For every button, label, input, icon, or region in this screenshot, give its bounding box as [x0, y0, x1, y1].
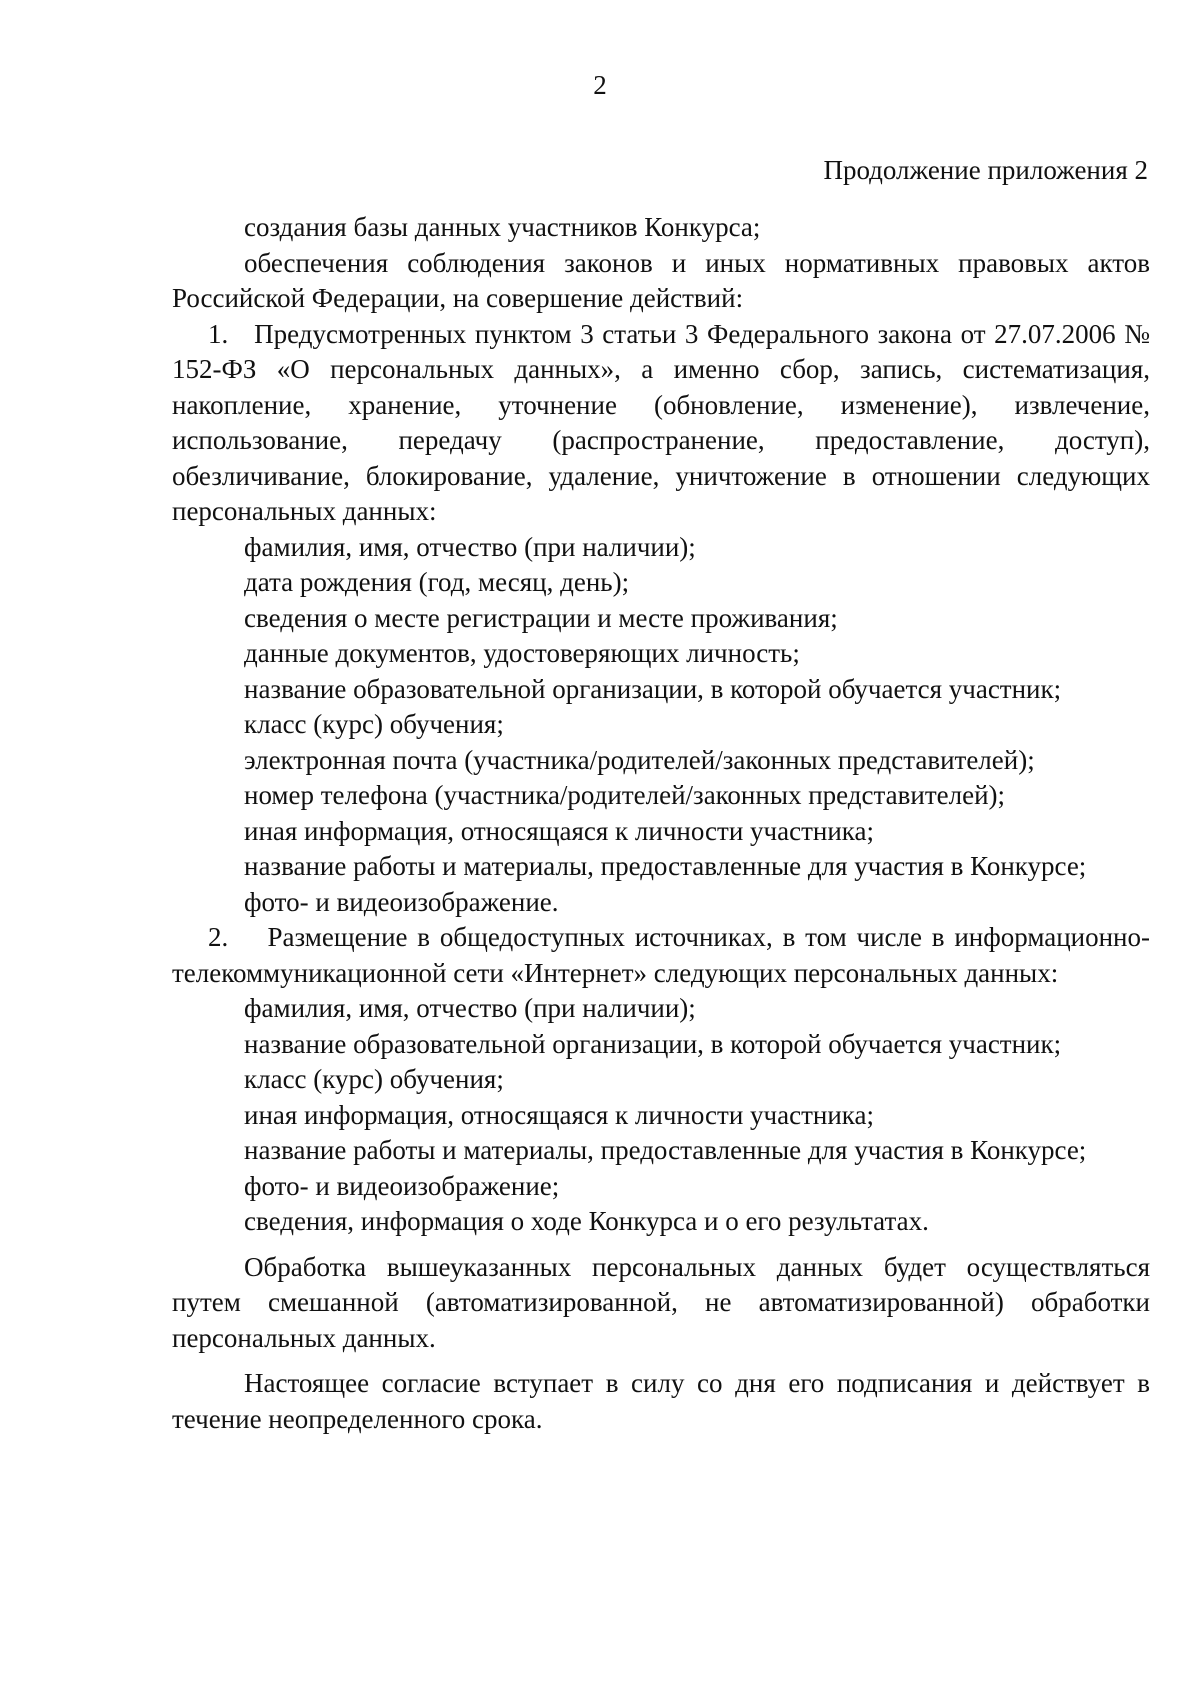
list-item: название работы и материалы, предоставленные для участия в Конкурсе; [244, 851, 1087, 881]
list-item: номер телефона (участника/родителей/законных представителей); [244, 780, 1006, 810]
item-1-list [172, 530, 1150, 921]
list-item: фамилия, имя, отчество (при наличии); [244, 531, 696, 562]
paragraph-spacer [172, 1240, 1150, 1250]
list-item: название образовательной организации, в которой обучается участник; [244, 1028, 1062, 1059]
intro-paragraph-2: обеспечения соблюдения законов и иных нормативных правовых актов Российской Федерации, на совершение действий: [172, 247, 1150, 313]
paragraph-spacer [172, 1356, 1150, 1366]
list-item: класс (курс) обучения; [244, 1064, 504, 1094]
list-item: фото- и видеоизображение. [244, 886, 559, 917]
processing-method-paragraph: Обработка вышеуказанных персональных данных будет осуществляться путем смешанной (автоматизированной, не автоматизированной) обработки персональных данных. [172, 1251, 1150, 1353]
validity-paragraph: Настоящее согласие вступает в силу со дня его подписания и действует в течение неопределенного срока. [172, 1368, 1150, 1434]
list-item: класс (курс) обучения; [244, 709, 504, 739]
item-1-paragraph: 1. Предусмотренных пунктом 3 статьи 3 Федерального закона от 27.07.2006 № 152-ФЗ «О персональных данных», а именно сбор, запись, систематизация, накопление, хранение, уточнение (обновление, изменение), извлечение, использование, передачу (распространение, предоставление, доступ), обезличивание, блокирование, удаление, уничтожение в отношении следующих персональных данных: [172, 318, 1150, 526]
list-item: сведения о месте регистрации и месте проживания; [244, 602, 838, 633]
item-2-paragraph: 2. Размещение в общедоступных источниках, в том числе в информационно-телекоммуникационной сети «Интернет» следующих персональных данных: [172, 922, 1150, 988]
list-item: иная информация, относящаяся к личности участника; [244, 1099, 874, 1130]
list-item: название образовательной организации, в которой обучается участник; [244, 673, 1062, 704]
list-item: название работы и материалы, предоставленные для участия в Конкурсе; [244, 1135, 1087, 1165]
list-item: дата рождения (год, месяц, день); [244, 567, 630, 597]
list-item: фото- и видеоизображение; [244, 1170, 560, 1201]
intro-line-1: создания базы данных участников Конкурса; [244, 212, 761, 242]
list-item: сведения, информация о ходе Конкурса и о его результатах. [244, 1206, 929, 1236]
page-number: 2 [593, 70, 607, 100]
document-body [172, 210, 1150, 1437]
appendix-continuation-note: Продолжение приложения 2 [823, 155, 1148, 185]
list-item: иная информация, относящаяся к личности участника; [244, 815, 874, 846]
list-item: фамилия, имя, отчество (при наличии); [244, 993, 696, 1023]
list-item: данные документов, удостоверяющих личность; [244, 638, 800, 668]
item-2-list [172, 991, 1150, 1240]
list-item: электронная почта (участника/родителей/законных представителей); [244, 744, 1035, 775]
